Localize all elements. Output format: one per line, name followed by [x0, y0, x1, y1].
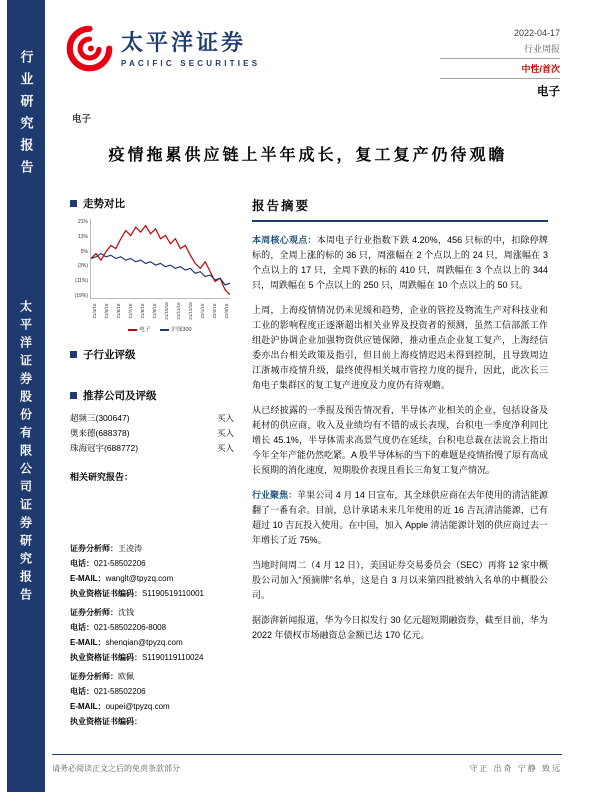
analyst-phone: 电话：021-58502206 [70, 559, 146, 568]
section-recommend-label: 推荐公司及评级 [83, 390, 157, 402]
brand-name-en: PACIFIC SECURITIES [121, 58, 261, 68]
left-sidebar [7, 0, 45, 792]
legend-item: 沪深300 [160, 325, 191, 333]
summary-column [252, 196, 548, 653]
x-tick-label: 21/12/16 [187, 302, 193, 320]
trend-chart-svg [91, 219, 230, 298]
analyst-cert: 执业资格证书编码： [70, 717, 142, 726]
report-type: 行业周报 [440, 42, 560, 59]
analyst-name: 证券分析师：欧佩 [70, 672, 134, 681]
paragraph-lead: 行业聚焦： [252, 490, 298, 500]
section-subrating-label: 子行业评级 [83, 349, 136, 361]
chart-plot-area [90, 219, 230, 299]
analyst-email: E-MAIL：wanglt@tpyzq.com [70, 574, 174, 583]
category-label: 电子 [72, 114, 92, 125]
summary-heading: 报告摘要 [252, 196, 548, 222]
analyst-phone: 电话：021-58502206 [70, 687, 146, 696]
y-tick-label: (19%) [74, 292, 88, 299]
y-tick-label: 21% [77, 219, 88, 225]
y-tick-label: 5% [80, 248, 88, 255]
legend-item: 电子 [128, 325, 150, 333]
section-recommend [70, 388, 238, 403]
brand-text [121, 30, 260, 68]
legend-swatch-icon [160, 329, 169, 331]
analyst-block [70, 669, 238, 729]
company-name: 超频三(300647) [70, 413, 130, 423]
x-tick-label: 22/3/16 [223, 303, 229, 319]
company-rating: 买入 [216, 443, 234, 453]
analyst-phone: 电话：021-58502206-8008 [70, 623, 167, 632]
industry-rating: 中性/首次 [440, 59, 560, 79]
company-row [70, 426, 234, 441]
section-trend-label: 走势对比 [83, 198, 125, 210]
trend-chart [70, 219, 238, 333]
left-column [70, 196, 238, 733]
y-tick-label: 13% [77, 233, 88, 240]
analyst-email: E-MAIL：oupei@tpyzq.com [70, 702, 170, 711]
summary-paragraph: 当地时间周二（4 月 12 日），美国证券交易委员会（SEC）再将 12 家中概股公司加入“预摘牌”名单，这是自 3 月以来第四批被纳入名单的中概股公司。 [252, 560, 548, 600]
footer-motto: 守正 出奇 宁静 致远 [469, 764, 562, 773]
summary-paragraph: 从已经披露的一季报及预告情况看，半导体产业相关的企业，包括设备及耗材的供应商，收入及业绩均有不错的成长表现，台积电一季度净利同比增长 45.1%，半导体需求高景气度仍在延续，台积电总裁在法说会上指出今年全年产能仍然吃紧。A 股半导体标的当下的难题是疫情抬慢了原有高成长预期的消化速度，短期股价表现且看长三角复工复产情况。 [252, 405, 549, 475]
footer-divider [52, 754, 562, 755]
company-row [70, 411, 234, 426]
report-title: 疫情拖累供应链上半年成长，复工复产仍待观瞻 [108, 147, 508, 164]
company-name: 珠海冠宇(688772) [70, 443, 139, 453]
section-bullet-icon [70, 351, 77, 358]
report-date: 2022-04-17 [513, 28, 560, 38]
chart-legend [90, 325, 230, 333]
company-list [70, 411, 238, 456]
report-meta [440, 28, 560, 99]
pacific-securities-logo-icon [66, 25, 113, 72]
legend-swatch-icon [128, 329, 137, 331]
sidebar-category-label: 行业研究报告 [18, 50, 34, 182]
summary-paragraphs [252, 233, 548, 643]
x-tick-label: 22/2/16 [211, 303, 217, 319]
summary-paragraph: 据澎湃新闻报道，华为今日拟发行 30 亿元超短期融资券，截至目前，华为 2022 年债权市场融资总金额已达 170 亿元。 [252, 615, 548, 640]
section-bullet-icon [70, 200, 77, 207]
analyst-block [70, 605, 238, 665]
y-tick-label: (11%) [75, 278, 88, 285]
x-tick-label: 21/10/16 [163, 302, 169, 320]
paragraph-lead: 本周核心观点： [252, 235, 317, 245]
industry-name: 电子 [537, 86, 560, 98]
x-tick-label: 21/8/16 [139, 303, 145, 319]
company-row [70, 441, 234, 456]
x-tick-label: 21/9/16 [151, 303, 157, 319]
section-trend [70, 196, 238, 211]
x-tick-label: 21/11/16 [175, 302, 181, 320]
analyst-cert: 执业资格证书编码：S1190519110001 [70, 589, 204, 598]
company-rating: 买入 [216, 428, 234, 438]
x-tick-label: 22/1/16 [199, 303, 205, 319]
x-tick-label: 21/5/16 [103, 303, 109, 319]
section-bullet-icon [70, 392, 77, 399]
analyst-email: E-MAIL：shenqian@tpyzq.com [70, 638, 183, 647]
sidebar-company-label: 太平洋证券股份有限公司证券研究报告 [18, 300, 33, 606]
footer-disclaimer: 请务必阅读正文之后的免责条款部分 [52, 764, 180, 773]
summary-paragraph: 行业聚焦：苹果公司 4 月 14 日宣布，其全球供应商在去年使用的清洁能源翻了一番有余。目前，总计承诺未来几年使用的近 16 吉瓦清洁能源，已有超过 10 吉瓦投入使用。在中国，加入 Apple 清洁能源计划的供应商过去一年增长了近 75%。 [252, 490, 548, 545]
section-subrating [70, 347, 238, 362]
summary-paragraph: 上周，上海疫情情况仍未见缓和趋势，企业的管控及物流生产对科技业和工业的影响程度正逐渐超出相关业界及投资者的预测，虽然工信部派工作组赴沪协调企业加强物资供应链保障，推动重点企业复工复产，上海经信委亦出台相关政策及指引，但目前上海疫情迟迟未得到控制，且导致周边江浙城市疫情升级，最终使得相关城市管控力度的提升，因此，此次长三角电子集群区的复工复产进度及力度仍有待观瞻。 [252, 305, 548, 390]
brand-block [66, 25, 260, 72]
analyst-name: 证券分析师：王凌涛 [70, 544, 142, 553]
analyst-block [70, 541, 238, 601]
analyst-name: 证券分析师：沈钱 [70, 608, 134, 617]
brand-name-cn: 太平洋证券 [121, 29, 247, 55]
chart-y-axis [70, 219, 90, 299]
footer [52, 763, 562, 774]
company-name: 奥来德(688378) [70, 428, 130, 438]
x-tick-label: 21/4/16 [91, 303, 97, 319]
x-tick-label: 21/6/16 [115, 303, 121, 319]
summary-paragraph: 本周核心观点：本周电子行业指数下跌 4.20%，456 只标的中，扣除停牌标的，全周上涨的标的 36 只，周涨幅在 2 个点以上的 24 只，周涨幅在 3 个点以上的 17 只，全周下跌的标的 410 只，周跌幅在 3 个点以上的 344 只，周跌幅在 5 个点以上的 250 只，周跌幅在 10 个点以上的 50 只。 [252, 235, 548, 290]
chart-x-axis [90, 301, 230, 323]
company-rating: 买入 [216, 413, 234, 423]
x-tick-label: 21/7/16 [127, 303, 133, 319]
analyst-list [70, 541, 238, 729]
related-reports-label: 相关研究报告： [70, 472, 134, 482]
analyst-cert: 执业资格证书编码：S1190119110024 [70, 653, 204, 662]
y-tick-label: (3%) [77, 263, 88, 270]
